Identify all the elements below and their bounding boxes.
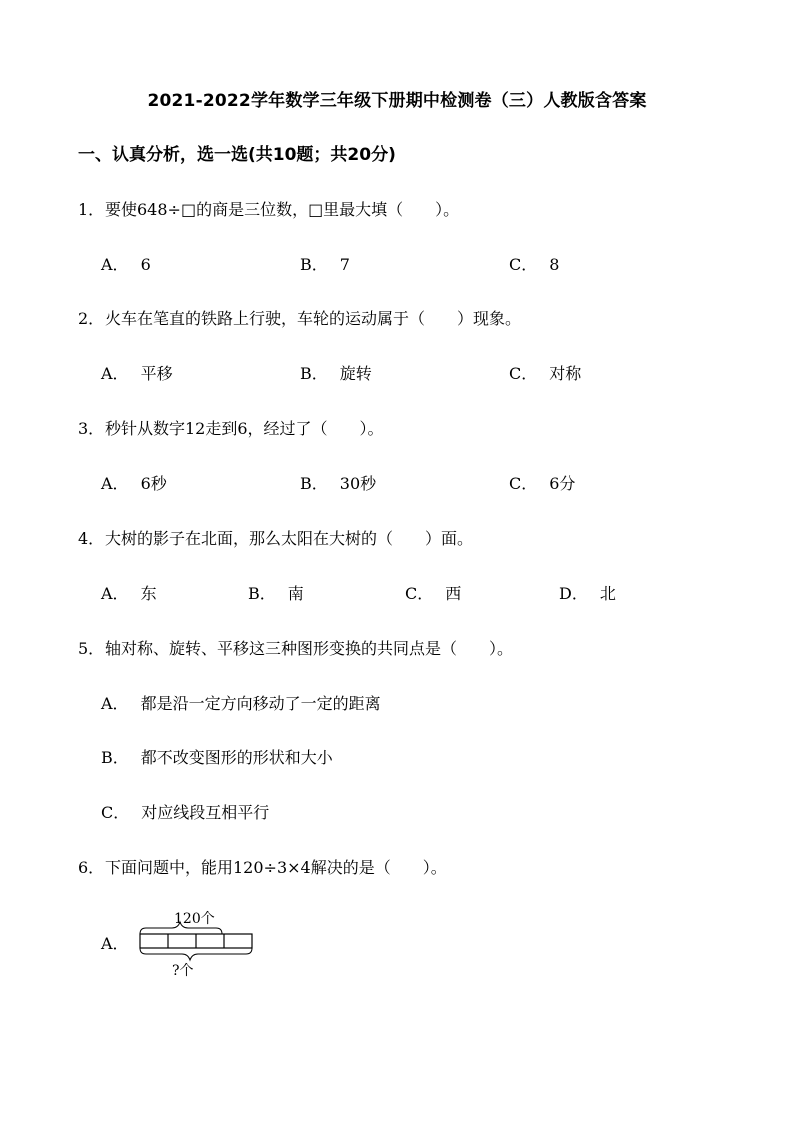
option-label: A．: [101, 255, 129, 274]
question-text: 要使648÷□的商是三位数，□里最大填（ ）。: [105, 200, 460, 219]
question-text: 火车在笔直的铁路上行驶，车轮的运动属于（ ）现象。: [105, 309, 522, 328]
q2-option-a[interactable]: [101, 361, 173, 384]
q5-option-b[interactable]: [101, 745, 333, 768]
option-text: 西: [445, 584, 462, 603]
option-label: B．: [248, 584, 276, 603]
option-label: A．: [101, 934, 129, 953]
option-text: 旋转: [339, 364, 372, 383]
question-5: [78, 636, 513, 659]
option-label: C．: [101, 803, 130, 822]
option-text: 东: [140, 584, 157, 603]
option-text: 对应线段互相平行: [141, 803, 270, 822]
q3-option-b[interactable]: [300, 471, 376, 494]
option-text: 南: [287, 584, 304, 603]
diagram-bottom-label: ?个: [172, 963, 194, 979]
q4-option-d[interactable]: [559, 581, 616, 604]
question-1: [78, 197, 459, 220]
question-text: 下面问题中，能用120÷3×4解决的是（ ）。: [105, 858, 447, 877]
option-label: D．: [559, 584, 588, 603]
segment-diagram: [96, 908, 266, 978]
q5-option-c[interactable]: [101, 800, 269, 823]
option-label: A．: [101, 364, 129, 383]
option-text: 7: [339, 255, 350, 274]
question-6: [78, 855, 447, 878]
question-number: 6．: [78, 858, 105, 877]
option-text: 6: [140, 255, 151, 274]
option-label: C．: [405, 584, 434, 603]
question-number: 5．: [78, 639, 105, 658]
option-label: B．: [300, 364, 328, 383]
option-label: A．: [101, 584, 129, 603]
option-label: C．: [509, 255, 538, 274]
top-brace: [140, 922, 222, 934]
option-label: B．: [300, 474, 328, 493]
q2-option-c[interactable]: [509, 361, 581, 384]
question-number: 3．: [78, 419, 105, 438]
option-text: 平移: [140, 364, 173, 383]
question-text: 大树的影子在北面，那么太阳在大树的（ ）面。: [105, 529, 474, 548]
bottom-brace: [140, 948, 252, 960]
option-text: 对称: [549, 364, 582, 383]
q1-option-b[interactable]: [300, 252, 350, 275]
question-3: [78, 416, 384, 439]
option-text: 6分: [549, 474, 576, 493]
q1-option-c[interactable]: [509, 252, 559, 275]
section-heading: 一、认真分析，选一选(共10题；共20分): [78, 145, 396, 165]
question-4: [78, 526, 473, 549]
option-label: C．: [509, 474, 538, 493]
option-label: C．: [509, 364, 538, 383]
q2-option-b[interactable]: [300, 361, 372, 384]
question-text: 轴对称、旋转、平移这三种图形变换的共同点是（ ）。: [105, 639, 514, 658]
option-text: 都是沿一定方向移动了一定的距离: [140, 694, 381, 713]
option-label: B．: [101, 748, 129, 767]
option-text: 30秒: [339, 474, 377, 493]
option-text: 8: [549, 255, 560, 274]
option-label: B．: [300, 255, 328, 274]
diagram-top-label: 120个: [174, 911, 215, 927]
option-text: 北: [599, 584, 616, 603]
q1-option-a[interactable]: [101, 252, 151, 275]
q4-option-b[interactable]: [248, 581, 304, 604]
question-number: 4．: [78, 529, 105, 548]
page-title: 2021-2022学年数学三年级下册期中检测卷（三）人教版含答案: [147, 91, 647, 111]
question-2: [78, 306, 521, 329]
q3-option-a[interactable]: [101, 471, 167, 494]
q4-option-c[interactable]: [405, 581, 461, 604]
q5-option-a[interactable]: [101, 691, 381, 714]
option-text: 都不改变图形的形状和大小: [140, 748, 333, 767]
question-text: 秒针从数字12走到6，经过了（ ）。: [105, 419, 384, 438]
option-label: A．: [101, 474, 129, 493]
question-number: 1．: [78, 200, 105, 219]
option-label: A．: [101, 694, 129, 713]
q4-option-a[interactable]: [101, 581, 157, 604]
option-text: 6秒: [140, 474, 167, 493]
question-number: 2．: [78, 309, 105, 328]
q3-option-c[interactable]: [509, 471, 575, 494]
